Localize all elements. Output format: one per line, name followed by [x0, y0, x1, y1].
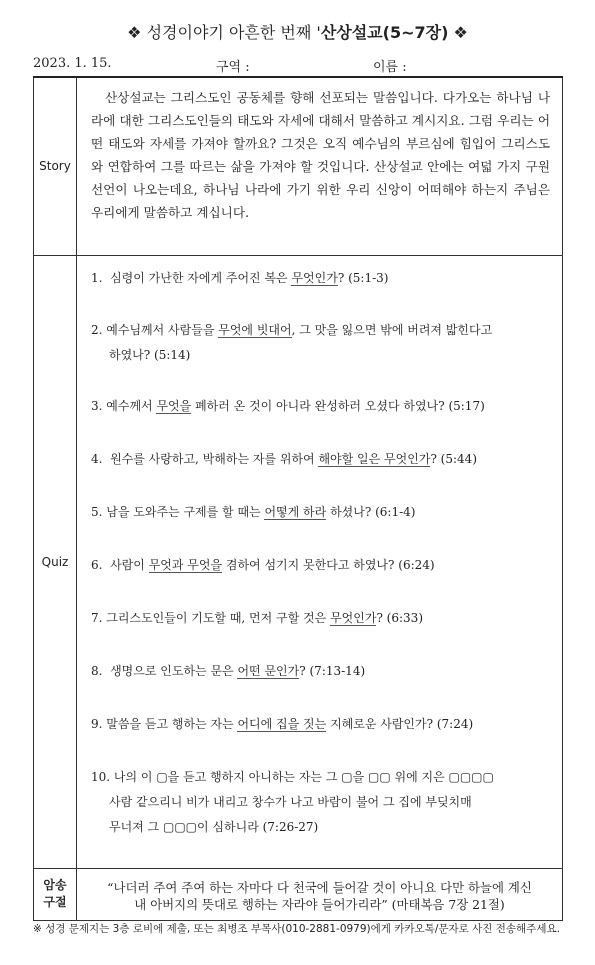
quiz-item-8: 8. 생명으로 인도하는 문은 어떤 문인가? (7:13-14): [91, 663, 366, 678]
quiz-cell: [77, 255, 563, 868]
date-text: 2023. 1. 15.: [33, 56, 112, 71]
worksheet-table: [33, 76, 563, 921]
title-prefix: ❖ 성경이야기 아흔한 번째 ': [127, 23, 321, 42]
quiz-item-5: 5. 남을 도와주는 구제를 할 때는 어떻게 하라 하셨나? (6:1-4): [91, 504, 416, 519]
quiz-item-1: 1. 심령이 가난한 자에게 주어진 복은 무엇인가? (5:1-3): [91, 270, 389, 285]
memory-verse: “나더러 주여 주여 하는 자마다 다 천국에 들어갈 것이 아니요 다만 하늘에 계신 내 아버지의 뜻대로 행하는 자라야 들어가리라” (마태복음 7장 21절): [77, 868, 563, 920]
story-label: Story: [34, 77, 77, 255]
quiz-item-6: 6. 사람이 무엇과 무엇을 겸하여 섬기지 못한다고 하였나? (6:24): [91, 557, 435, 572]
footer-note: ※ 성경 문제지는 3층 로비에 제출, 또는 최병조 부목사(010-2881-0979)에게 카카오톡/문자로 사진 전송해주세요.: [33, 923, 560, 935]
quiz-list: [91, 256, 552, 868]
quiz-item-3: 3. 예수께서 무엇을 폐하러 온 것이 아니라 완성하러 오셨다 하였나? (5:17): [91, 398, 485, 413]
quiz-item-10: 10. 나의 이 ▢을 듣고 행하지 아니하는 자는 그 ▢을 ▢▢ 위에 지은 ▢▢▢▢ 사람 같으리니 비가 내리고 창수가 나고 바람이 불어 그 집에 부딪치매 무너져 그 ▢▢▢이 심하니라 (7:26-27): [91, 769, 494, 834]
story-row: [34, 77, 563, 255]
page-title: [0, 20, 595, 43]
meta-row: [33, 56, 565, 74]
quiz-item-9: 9. 말씀을 듣고 행하는 자는 어디에 집을 짓는 지혜로운 사람인가? (7:24): [91, 716, 474, 731]
quiz-row: [34, 255, 563, 868]
story-text: 산상설교는 그리스도인 공동체를 향해 선포되는 말씀입니다. 다가오는 하나님 나라에 대한 그리스도인들의 태도와 자세에 대해서 말씀하고 계시지요. 그럼 우리는 어떤 태도와 자세를 가져야 할까요? 그것은 오직 예수님의 부르심에 힘입어 그리스도와 연합하여 그를 따르는 삶을 가져야 할 것입니다. 산상설교 안에는 여덟 가지 구원 선언이 나오는데요, 하나님 나라에 가기 위한 우리 신앙이 어떠해야 하는지 주님은 우리에게 말씀하고 계십니다.: [77, 77, 563, 255]
quiz-item-4: 4. 원수를 사랑하고, 박해하는 자를 위하여 해야할 일은 무엇인가? (5:44): [91, 451, 477, 466]
title-suffix: ❖: [448, 23, 468, 42]
quiz-item-2: 2. 예수님께서 사람들을 무엇에 빗대어, 그 맛을 잃으면 밖에 버려져 밟힌다고 하였나? (5:14): [91, 322, 493, 362]
name-label: 이름 :: [373, 60, 407, 75]
memory-row: [34, 868, 563, 920]
title-main: 산상설교(5~7장): [320, 23, 449, 42]
quiz-label: Quiz: [34, 255, 77, 868]
quiz-item-7: 7. 그리스도인들이 기도할 때, 먼저 구할 것은 무엇인가? (6:33): [91, 610, 423, 625]
district-label: 구역 :: [216, 60, 250, 75]
memory-label: 암송 구절: [34, 868, 77, 920]
